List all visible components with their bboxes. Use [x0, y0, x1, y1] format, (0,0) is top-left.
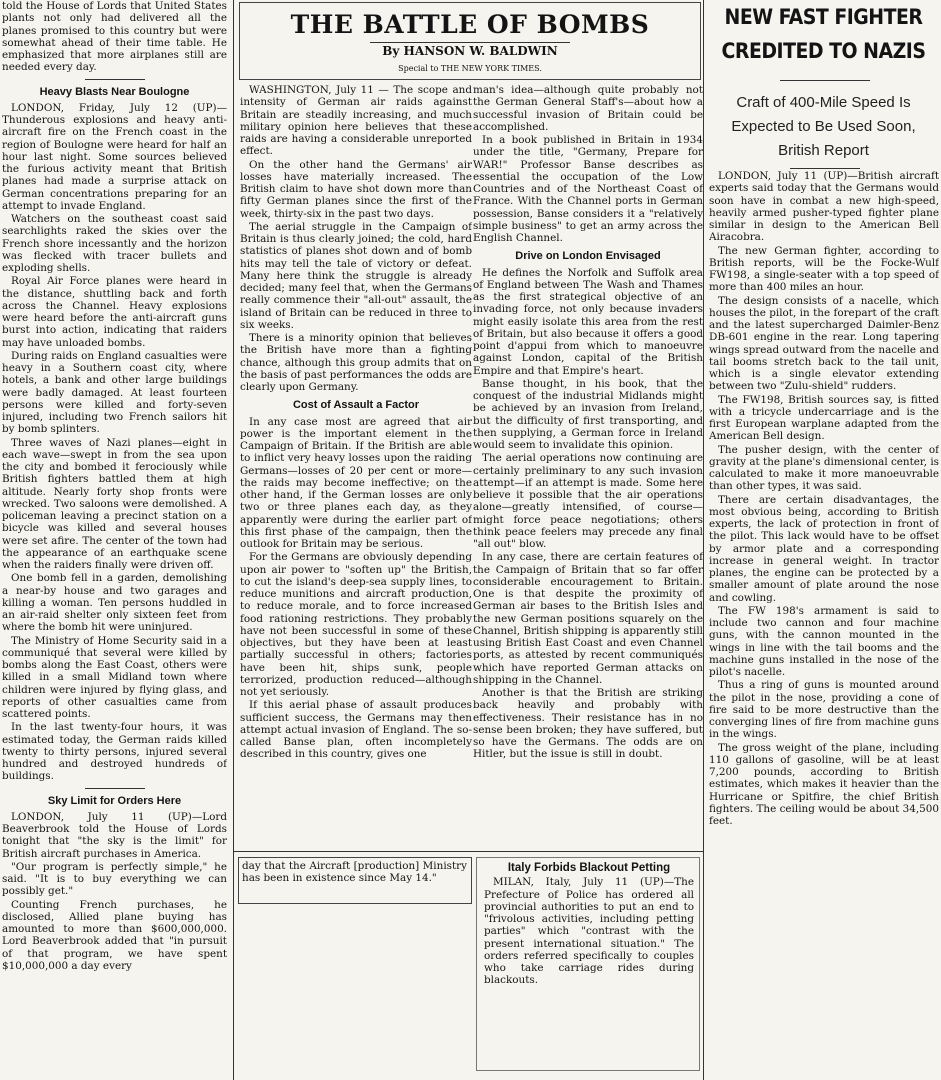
italy-headline: Italy Forbids Blackout Petting [507, 862, 671, 874]
cost-subhead: Cost of Assault a Factor [292, 399, 420, 412]
battle-special-credit: Special to THE NEW YORK TIMES. [398, 64, 542, 73]
fighter-paragraph: Thus a ring of guns is mounted around the pilot in the nose, providing a cone of fire said to be more destructive than the converging lines of fire from machine guns in the wings. [709, 679, 939, 741]
divider [85, 788, 145, 789]
fighter-paragraph: There are certain disadvantages, the most obvious being, according to British experts, the lack of protection in front of the pilot. This lack would have to be offset by armor plate and a corresponding increase in general weight. In tractor planes, the engine can be protected by a smaller amount of plate around the nose and cowling. [709, 493, 939, 604]
battle-paragraph: In any case, there are certain features of the Campaign of Britain that so far offer considerable encouragement to Britain. One is that despite the proximity of German air bases to the British Isles and the new German positions squarely on the Channel, British shipping is apparently still using British East Coast and even Channel ports, as attested by recent communiqués which have reported German attacks on shipping in the Channel. [473, 551, 703, 686]
battle-paragraph: The aerial struggle in the Campaign of Britain is thus clearly joined; the cold, hard statistics of planes shot down and of bomb hits may tell the tale of victory or defeat. Many here think the struggle is already decided; many feel that, when the Germans really commence their "all-out" assault, the island of Britain can be reduced in three to six weeks. [240, 220, 472, 331]
fighter-paragraph: LONDON, July 11 (UP)—British aircraft experts said today that the Germans would soon have in combat a new high-speed, heavily armed pusher-typed fighter plane similar in design to the American Bell Airacobra. [709, 170, 939, 244]
italy-story [484, 862, 694, 1062]
fighter-paragraph: The pusher design, with the center of gravity at the plane's dimensional center, is calculated to make it more manoeuvrable than other types, it was said. [709, 443, 939, 493]
drive-subhead: Drive on London Envisaged [515, 250, 661, 263]
divider [370, 42, 570, 43]
battle-paragraph: He defines the Norfolk and Suffolk area of England between The Wash and Thames as the first strategical objective of an invading force, not only because invaders might easily isolate this area from the rest of Britain, but also because it offers a good point d'appui from which to manoeuvre against London, capital of the British Empire and that Empire's heart. [473, 266, 703, 377]
fighter-headline-line2: CREDITED TO NAZIS [721, 39, 926, 63]
fighter-paragraph: The FW198, British sources say, is fitted with a tricycle undercarriage and is the first European warplane adapted from the American Bell design. [709, 393, 939, 443]
battle-column-a [240, 84, 472, 844]
italy-paragraph: MILAN, Italy, July 11 (UP)—The Prefecture of Police has ordered all provincial authorities to put an end to "frivolous activities, including petting parties" which "contrast with the present international situation." The orders referred specifically to couples who take carriage rides during blackouts. [484, 876, 694, 987]
jump-paragraph: day that the Aircraft [production] Ministry has been in existence since May 14." [242, 860, 467, 885]
left-column [2, 0, 227, 1080]
battle-headline: THE BATTLE OF BOMBS [290, 10, 650, 39]
boulogne-paragraph: Three waves of Nazi planes—eight in each wave—swept in from the sea upon the city and bombed it ferociously while British fighters battled them at high altitude. Nearly forty shop fronts were wrecked. Two saloons were demolished. A policeman leaving a precinct station on a bicycle was killed and several houses were set afire. The center of the town had the appearance of an earthquake scene when the raiders finally were driven off. [2, 436, 227, 571]
sky-paragraph: Counting French purchases, he disclosed, Allied plane buying has amounted to more than $600,000,000. Lord Beaverbrook added that "in pursuit of that program, we have spent $10,000,000 a day every [2, 898, 227, 972]
battle-paragraph: If this aerial phase of assault produces sufficient success, the Germans may then attempt actual invasion of England. The so-called Banse plan, often incompletely described in this country, gives one [240, 699, 472, 761]
fighter-paragraph: The gross weight of the plane, including 110 gallons of gasoline, will be at least 7,200 pounds, according to British estimates, which makes it heavier than the Hurricane or Spitfire, the chief British fighters. The ceiling would be about 34,500 feet. [709, 741, 939, 827]
battle-paragraph: man's idea—although quite probably not the German General Staff's—about how a successful invasion of Britain could be accomplished. [473, 84, 703, 133]
sky-paragraph: "Our program is perfectly simple," he said. "It is to buy everything we can possibly get." [2, 860, 227, 898]
column-rule [233, 0, 234, 1080]
battle-paragraph: The aerial operations now continuing are certainly preliminary to any such invasion attempt—if an attempt is made. Some here believe it possible that the air operations alone—greatly intensified, of course—might force peace negotiations; others think peace feelers may precede any final "all out" blow. [473, 452, 703, 550]
fighter-paragraph: The FW 198's armament is said to include two cannon and four machine guns, with the cannon mounted in the wings in line with the tail booms and the machine guns installed in the nose of the pilot's nacelle. [709, 604, 939, 678]
battle-paragraph: Another is that the British are striking back heavily and probably with effectiveness. Their resistance has in no sense been broken; they have suffered, but so have the Germans. The odds are on Hitler, but the issue is still in doubt. [473, 687, 703, 761]
battle-paragraph: On the other hand the Germans' air losses have materially increased. The British claim to have shot down more than fifty German planes since the first of the week, thirty-six in the past two days. [240, 158, 472, 220]
fighter-paragraph: The new German fighter, according to British reports, will be the Focke-Wulf FW198, a single-seater with a top speed of more than 400 miles an hour. [709, 244, 939, 294]
sky-limit-subhead: Sky Limit for Orders Here [47, 794, 182, 807]
battle-paragraph: Banse thought, in his book, that the conquest of the industrial Midlands might be achieved by an invasion from Ireland, but the difficulty of first transporting, and then supplying, a German force in Ireland would seem to invalidate this opinion. [473, 377, 703, 451]
fighter-headline-line1: NEW FAST FIGHTER [724, 5, 923, 29]
fighter-deck-line2: Expected to Be Used Soon, [731, 118, 916, 135]
boulogne-paragraph: The Ministry of Home Security said in a communiqué that several were killed by bombs along the East Coast, others were killed in a small Midland town where children were injured by flying glass, and reports of other casualties came from scattered points. [2, 634, 227, 720]
fighter-deck-line1: Craft of 400-Mile Speed Is [736, 94, 911, 111]
battle-paragraph: In any case most are agreed that air power is the important element in the Campaign of Britain. If the British are able to inflict very heavy losses upon the raiding Germans—losses of 20 per cent or more—the raids may become ineffective; on the other hand, if the German losses are only two or three planes each day, as they apparently were during the earlier part of this first phase of the campaign, then the outlook for Britain may be serious. [240, 415, 472, 550]
boulogne-subhead: Heavy Blasts Near Boulogne [39, 85, 190, 98]
battle-byline: By HANSON W. BALDWIN [382, 44, 558, 58]
intro-paragraph: told the House of Lords that United States plants not only had delivered all the planes promised to this country but were somewhat ahead of their time table. He emphasized that more airplanes still are needed every day. [2, 0, 227, 74]
battle-column-b [473, 84, 703, 844]
column-rule [703, 0, 704, 1080]
battle-paragraph: There is a minority opinion that believes the British have more than a fighting chance, although this group admits that on the basis of past performances the odds are clearly upon Germany. [240, 332, 472, 393]
sky-paragraph: LONDON, July 11 (UP)—Lord Beaverbrook told the House of Lords tonight that "the sky is the limit" for British aircraft purchases in America. [2, 810, 227, 860]
battle-paragraph: In a book published in Britain in 1934 under the title, "Germany, Prepare for WAR!" Professor Banse describes as essential the occupation of the Low Countries and of the Northeast Coast of France. With the Channel ports in German possession, Banse considers it a "relatively simple business" to get an army across the English Channel. [473, 134, 703, 244]
divider [780, 80, 870, 81]
boulogne-paragraph: Watchers on the southeast coast said searchlights raked the skies over the French shore incessantly and the horizon was flecked with tracer bullets and exploding shells. [2, 213, 227, 274]
fighter-column [709, 170, 939, 950]
boulogne-paragraph: During raids on England casualties were heavy in a Southern coast city, where hotels, a bank and other large buildings were badly damaged. At least fourteen persons were killed and forty-seven injured, including two French sailors hit by bomb splinters. [2, 349, 227, 436]
boulogne-paragraph: LONDON, Friday, July 12 (UP)—Thunderous explosions and heavy anti-aircraft fire on the French coast in the region of Boulogne were heard for half an hour last night. Some sources believed the furious activity meant that British planes had made a surprise attack on German concentrations preparing for an attempt to invade England. [2, 101, 227, 212]
fighter-deck-line3: British Report [778, 142, 869, 159]
fighter-paragraph: The design consists of a nacelle, which houses the pilot, in the forepart of the craft and the latest supercharged Daimler-Benz DB-601 engine in the rear. Long tapering wings spread outward from the nacelle and tail booms stretch back to the tail unit, which is a single elevator extending between two "Zulu-shield" rudders. [709, 294, 939, 393]
divider [85, 79, 145, 80]
divider [234, 851, 704, 852]
boulogne-paragraph: In the last twenty-four hours, it was estimated today, the German raids killed twenty to thirty persons, injured several hundred and destroyed hundreds of buildings. [2, 721, 227, 783]
jump-text [242, 860, 467, 900]
battle-paragraph: WASHINGTON, July 11 — The scope and intensity of German air raids against Britain are steadily increasing, and much military opinion here believes that these raids are having a considerable unreported effect. [240, 84, 472, 158]
boulogne-paragraph: Royal Air Force planes were heard in the distance, shuttling back and forth across the Channel. Heavy explosions were heard before the anti-aircraft guns burst into action, indicating that raiders may have unloaded bombs. [2, 275, 227, 349]
boulogne-paragraph: One bomb fell in a garden, demolishing a near-by house and two garages and killing a woman. Ten persons huddled in an air-raid shelter only sixteen feet from where the bomb hit were uninjured. [2, 572, 227, 634]
battle-paragraph: For the Germans are obviously depending upon air power to "soften up" the British, to cut the island's deep-sea supply lines, to reduce munitions and aircraft production, to reduce morale, and to force increased food rationing restrictions. They probably have not been successful in some of these objectives, but they have been at least partially successful in others; factories have been hit, ships sunk, people terrorized, production reduced—although not yet seriously. [240, 551, 472, 698]
divider [790, 168, 860, 169]
